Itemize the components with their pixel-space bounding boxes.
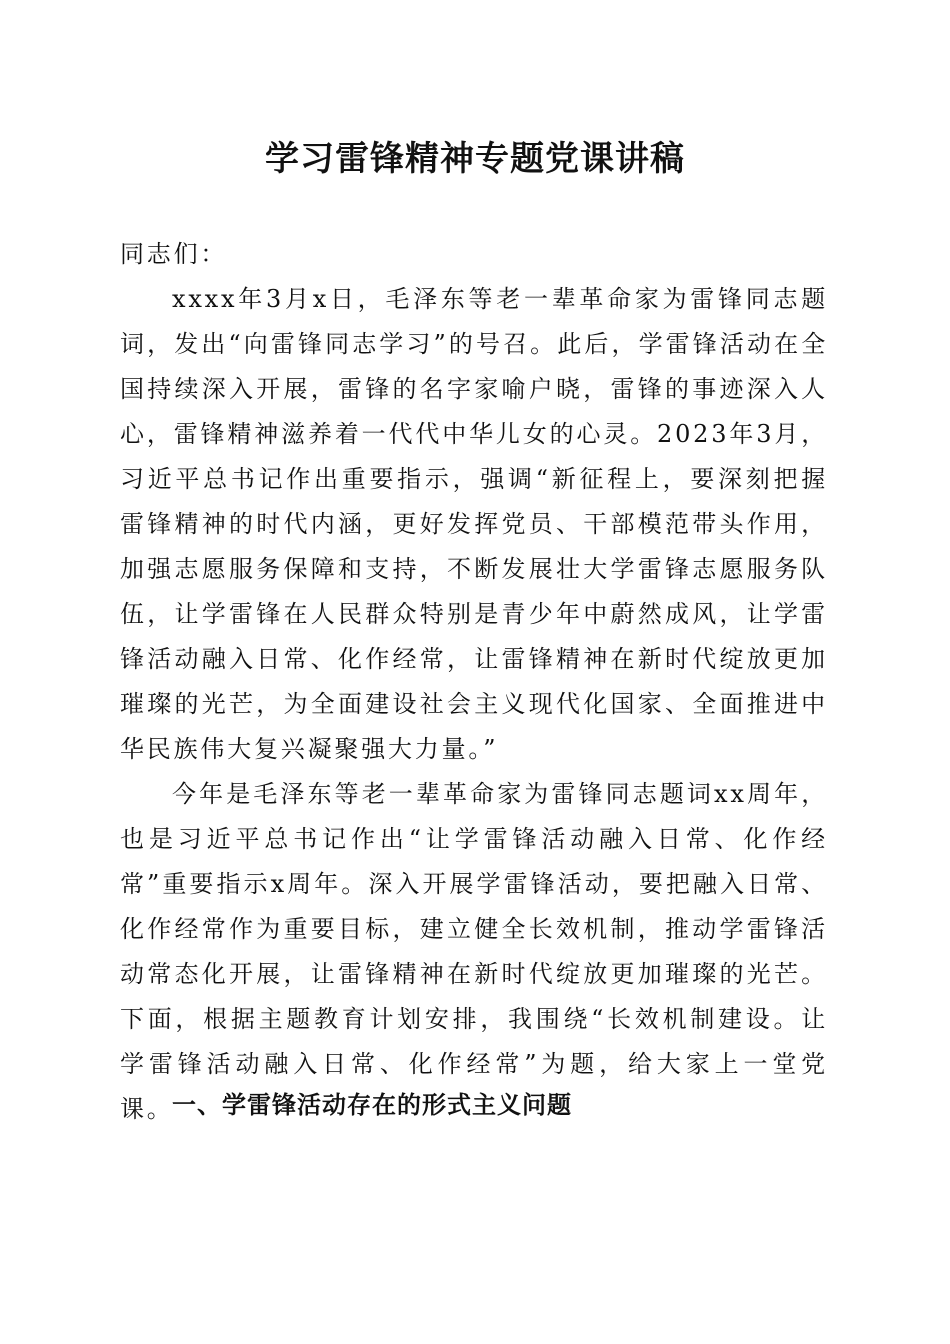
paragraph-1: xxxx年3月x日，毛泽东等老一辈革命家为雷锋同志题词，发出“向雷锋同志学习”的号召。此后，学雷锋活动在全国持续深入开展，雷锋的名字家喻户晓，雷锋的事迹深入人心，雷锋精神滋养着一代代中华儿女的心灵。2023年3月，习近平总书记作出重要指示，强调“新征程上，要深刻把握雷锋精神的时代内涵，更好发挥党员、干部模范带头作用，加强志愿服务保障和支持，不断发展壮大学雷锋志愿服务队伍，让学雷锋在人民群众特别是青少年中蔚然成风，让学雷锋活动融入日常、化作经常，让雷锋精神在新时代绽放更加璀璨的光芒，为全面建设社会主义现代化国家、全面推进中华民族伟大复兴凝聚强大力量。” xyxy=(120,285,828,763)
document-title: 学习雷锋精神专题党课讲稿 xyxy=(265,139,685,179)
salutation: 同志们： xyxy=(120,240,228,268)
section-heading-1: 一、学雷锋活动存在的形式主义问题 xyxy=(172,1091,572,1119)
paragraph-2: 今年是毛泽东等老一辈革命家为雷锋同志题词xx周年，也是习近平总书记作出“让学雷锋活动融入日常、化作经常”重要指示x周年。深入开展学雷锋活动，要把融入日常、化作经常作为重要目标，建立健全长效机制，推动学雷锋活动常态化开展，让雷锋精神在新时代绽放更加璀璨的光芒。下面，根据主题教育计划安排，我围绕“长效机制建设。让学雷锋活动融入日常、化作经常”为题，给大家上一堂党课。 xyxy=(120,780,828,1123)
